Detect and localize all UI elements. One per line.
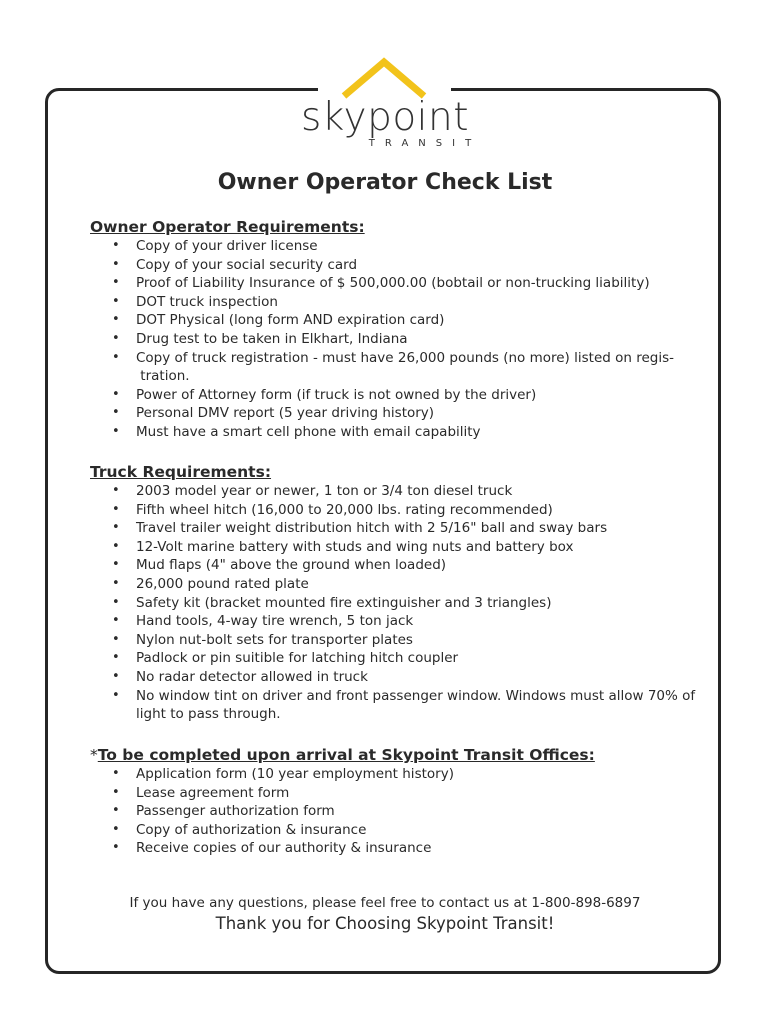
brand-subtitle: TRANSIT <box>368 138 482 149</box>
list-item: • Copy of your social security card <box>112 256 358 273</box>
list-item: • DOT truck inspection <box>112 293 278 310</box>
arrival-heading: *To be completed upon arrival at Skypoint Transit Offices: <box>90 746 595 764</box>
list-item: • Safety kit (bracket mounted fire extinguisher and 3 triangles) <box>112 594 552 611</box>
list-item: • Receive copies of our authority & insurance <box>112 840 432 857</box>
list-item: • Application form (10 year employment history) <box>112 766 454 782</box>
list-item: • Copy of your driver license <box>112 238 318 254</box>
list-item: • Travel trailer weight distribution hitch with 2 5/16" ball and sway bars <box>112 520 608 537</box>
list-item: • 12-Volt marine battery with studs and wing nuts and battery box <box>112 538 574 555</box>
list-item: • DOT Physical (long form AND expiration card) <box>112 312 445 329</box>
list-item: • Proof of Liability Insurance of $ 500,000.00 (bobtail or non-trucking liability) <box>112 275 650 292</box>
list-item: • Fifth wheel hitch (16,000 to 20,000 lbs. rating recommended) <box>112 501 553 518</box>
page-title: Owner Operator Check List <box>217 170 553 195</box>
truck-requirements-list <box>90 482 700 724</box>
owner-requirements-section <box>90 217 700 442</box>
list-item: • Personal DMV report (5 year driving history) <box>112 405 435 422</box>
list-item: • Copy of authorization & insurance <box>112 821 367 838</box>
owner-requirements-list <box>90 237 700 442</box>
list-item: • No window tint on driver and front passenger window. Windows must allow 70% of light to pass through. <box>112 687 696 723</box>
list-item: • Drug test to be taken in Elkhart, Indiana <box>112 330 408 347</box>
list-item: • Nylon nut-bolt sets for transporter plates <box>112 631 413 648</box>
thank-you-note: Thank you for Choosing Skypoint Transit! <box>215 914 555 933</box>
truck-requirements-section <box>90 462 700 724</box>
list-item: • No radar detector allowed in truck <box>112 668 368 685</box>
list-item: • 26,000 pound rated plate <box>112 575 309 592</box>
list-item: • Lease agreement form <box>112 784 290 801</box>
list-item: • Must have a smart cell phone with email capability <box>112 423 481 440</box>
list-item: • Power of Attorney form (if truck is not owned by the driver) <box>112 386 537 403</box>
owner-requirements-heading: Owner Operator Requirements: <box>90 218 365 236</box>
list-item: • Passenger authorization form <box>112 803 335 820</box>
list-item: • Padlock or pin suitible for latching hitch coupler <box>112 650 459 667</box>
arrival-section <box>90 745 700 858</box>
list-item: • Mud flaps (4" above the ground when loaded) <box>112 557 447 574</box>
contact-note: If you have any questions, please feel free to contact us at 1-800-898-6897 <box>129 895 641 911</box>
list-item: • Copy of truck registration - must have 26,000 pounds (no more) listed on regis- tration. <box>112 349 675 385</box>
list-item: • 2003 model year or newer, 1 ton or 3/4 ton diesel truck <box>112 483 513 499</box>
arrival-list <box>90 765 700 858</box>
truck-requirements-heading: Truck Requirements: <box>90 463 272 481</box>
list-item: • Hand tools, 4-way tire wrench, 5 ton jack <box>112 613 414 630</box>
brand-name: skypoint <box>300 95 470 140</box>
roof-logo-icon <box>338 54 430 100</box>
asterisk: * <box>90 746 98 764</box>
